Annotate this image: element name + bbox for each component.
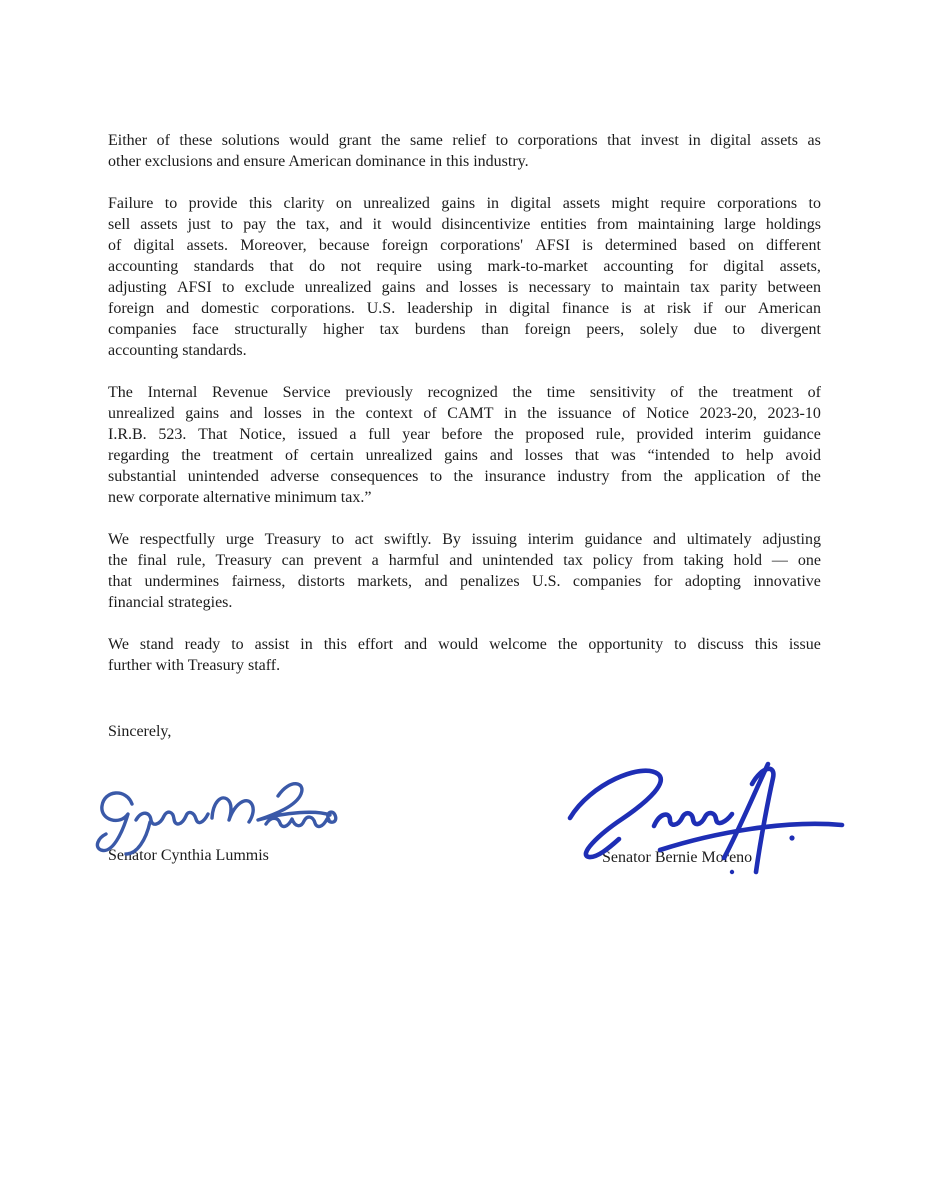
paragraph [108,382,821,508]
text-line: of digital assets. Moreover, because foreign corporations' AFSI is determined based on different [108,237,821,254]
text-line: foreign and domestic corporations. U.S. leadership in digital finance is at risk if our American [108,300,821,317]
text-line: unrealized gains and losses in the context of CAMT in the issuance of Notice 2023-20, 2023-10 [108,405,821,422]
text-line: Failure to provide this clarity on unrealized gains in digital assets might require corporations to [108,195,821,212]
paragraph [108,634,821,676]
text-line: Either of these solutions would grant the same relief to corporations that invest in digital assets as [108,132,821,149]
text-line: that undermines fairness, distorts markets, and penalizes U.S. companies for adopting innovative [108,573,821,590]
text-line: companies face structurally higher tax burdens than foreign peers, solely due to divergent [108,321,821,338]
paragraph [108,193,821,361]
text-line: other exclusions and ensure American dominance in this industry. [108,153,529,170]
text-line: We respectfully urge Treasury to act swiftly. By issuing interim guidance and ultimately adjusting [108,531,821,548]
text-line: adjusting AFSI to exclude unrealized gains and losses is necessary to maintain tax parity between [108,279,821,296]
paragraph [108,529,821,613]
text-line: I.R.B. 523. That Notice, issued a full year before the proposed rule, provided interim guidance [108,426,821,443]
closing-salutation: Sincerely, [108,723,172,740]
letter-paragraphs [108,130,821,676]
signer-name-lummis: Senator Cynthia Lummis [108,847,269,864]
paragraph [108,130,821,172]
text-line: new corporate alternative minimum tax.” [108,489,372,506]
letter-body [108,130,821,742]
text-line: the final rule, Treasury can prevent a harmful and unintended tax policy from taking hold — one [108,552,821,569]
text-line: substantial unintended adverse consequences to the insurance industry from the application of the [108,468,821,485]
text-line: sell assets just to pay the tax, and it would disincentivize entities from maintaining large holdings [108,216,821,233]
text-line: accounting standards. [108,342,247,359]
text-line: regarding the treatment of certain unrealized gains and losses that was “intended to help avoid [108,447,821,464]
text-line: We stand ready to assist in this effort and would welcome the opportunity to discuss this issue [108,636,821,653]
text-line: accounting standards that do not require using mark-to-market accounting for digital assets, [108,258,821,275]
text-line: further with Treasury staff. [108,657,281,674]
text-line: The Internal Revenue Service previously recognized the time sensitivity of the treatment of [108,384,821,401]
signer-name-moreno: Senator Bernie Moreno [602,849,753,866]
text-line: financial strategies. [108,594,233,611]
